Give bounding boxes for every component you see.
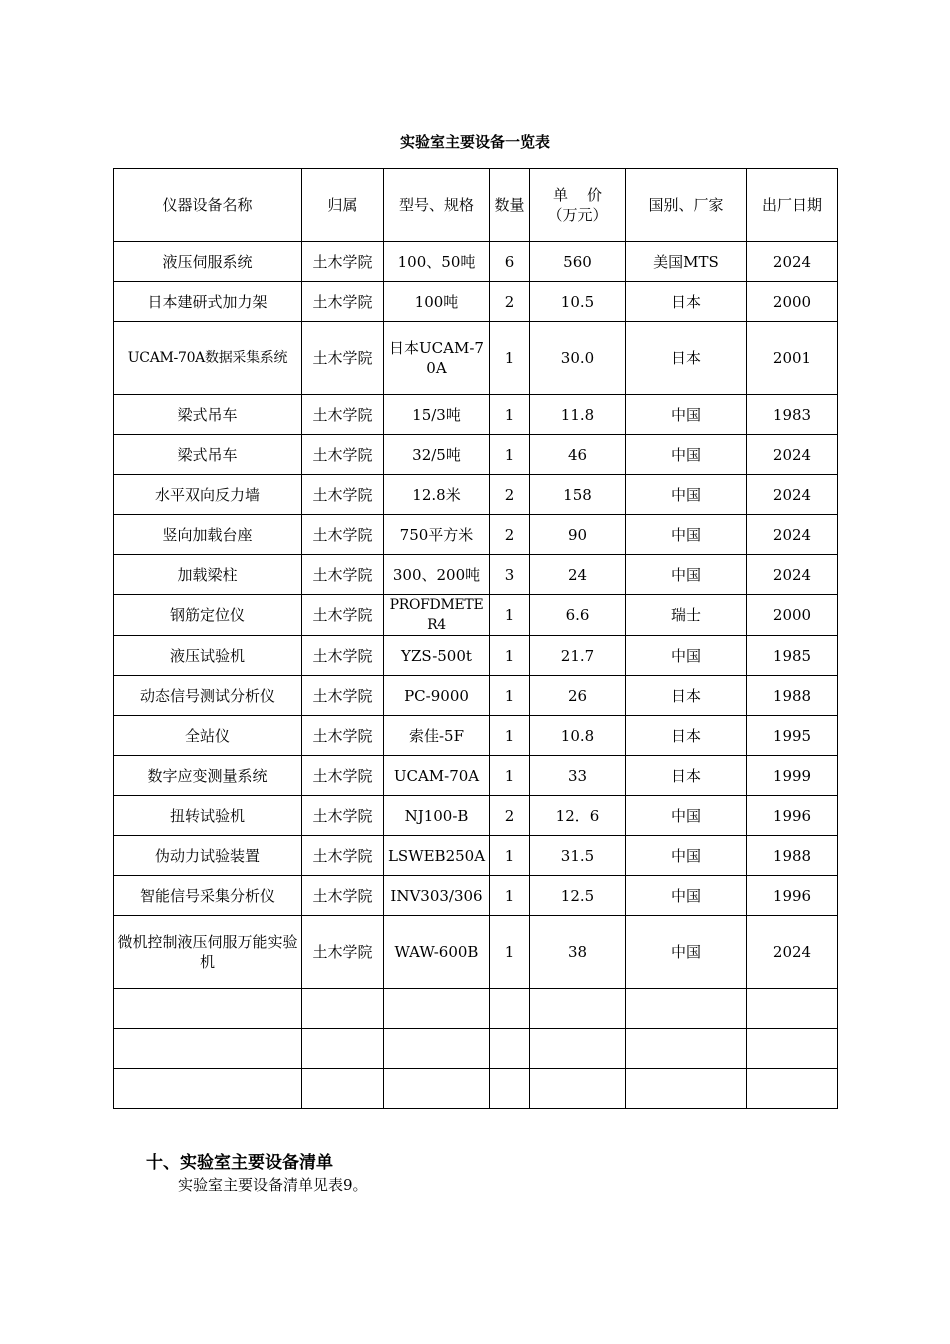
cell-date: 2000 xyxy=(747,282,838,322)
cell-date: 1999 xyxy=(747,756,838,796)
section-text: 实验室主要设备清单见表9。 xyxy=(178,1176,368,1194)
table-row xyxy=(114,475,838,515)
cell-price: 12.5 xyxy=(530,876,626,916)
cell-owner: 土木学院 xyxy=(302,636,384,676)
empty-cell xyxy=(530,1029,626,1069)
cell-price: 31.5 xyxy=(530,836,626,876)
cell-owner: 土木学院 xyxy=(302,916,384,989)
table-row xyxy=(114,916,838,989)
table-row xyxy=(114,555,838,595)
cell-model: 100、50吨 xyxy=(384,242,490,282)
cell-price: 560 xyxy=(530,242,626,282)
cell-date: 1988 xyxy=(747,676,838,716)
cell-price: 10.8 xyxy=(530,716,626,756)
cell-qty: 1 xyxy=(490,435,530,475)
cell-model: LSWEB250A xyxy=(384,836,490,876)
cell-qty: 2 xyxy=(490,796,530,836)
cell-date: 1996 xyxy=(747,796,838,836)
cell-name: 竖向加载台座 xyxy=(114,515,302,555)
cell-owner: 土木学院 xyxy=(302,676,384,716)
cell-owner: 土木学院 xyxy=(302,876,384,916)
header-price-line1: 单 价 xyxy=(552,186,603,204)
cell-country: 中国 xyxy=(626,636,747,676)
cell-owner: 土木学院 xyxy=(302,282,384,322)
cell-name: UCAM-70A数据采集系统 xyxy=(114,322,302,395)
cell-model: 750平方米 xyxy=(384,515,490,555)
empty-cell xyxy=(747,989,838,1029)
cell-date: 2001 xyxy=(747,322,838,395)
table-header-row xyxy=(114,169,838,242)
cell-country: 瑞士 xyxy=(626,595,747,636)
cell-name: 加载梁柱 xyxy=(114,555,302,595)
cell-price: 26 xyxy=(530,676,626,716)
empty-cell xyxy=(490,1029,530,1069)
empty-cell xyxy=(302,1069,384,1109)
cell-price: 46 xyxy=(530,435,626,475)
cell-country: 美国MTS xyxy=(626,242,747,282)
cell-date: 1988 xyxy=(747,836,838,876)
cell-name: 液压试验机 xyxy=(114,636,302,676)
cell-qty: 1 xyxy=(490,836,530,876)
cell-qty: 6 xyxy=(490,242,530,282)
cell-date: 2024 xyxy=(747,475,838,515)
cell-date: 2024 xyxy=(747,515,838,555)
empty-cell xyxy=(384,1029,490,1069)
table-row xyxy=(114,716,838,756)
cell-date: 2024 xyxy=(747,242,838,282)
cell-model: YZS-500t xyxy=(384,636,490,676)
table-title: 实验室主要设备一览表 xyxy=(399,133,550,151)
cell-model: 日本UCAM-70A xyxy=(384,322,490,395)
cell-price: 10.5 xyxy=(530,282,626,322)
cell-name: 智能信号采集分析仪 xyxy=(114,876,302,916)
table-row xyxy=(114,756,838,796)
cell-name: 日本建研式加力架 xyxy=(114,282,302,322)
cell-owner: 土木学院 xyxy=(302,555,384,595)
cell-owner: 土木学院 xyxy=(302,796,384,836)
cell-date: 2024 xyxy=(747,435,838,475)
cell-name: 全站仪 xyxy=(114,716,302,756)
cell-price: 6.6 xyxy=(530,595,626,636)
empty-table-row xyxy=(114,1029,838,1069)
cell-qty: 1 xyxy=(490,916,530,989)
cell-model: PROFDMETER4 xyxy=(384,595,490,636)
equipment-table xyxy=(113,168,838,1109)
empty-cell xyxy=(747,1069,838,1109)
cell-date: 1983 xyxy=(747,395,838,435)
table-row xyxy=(114,242,838,282)
cell-name: 液压伺服系统 xyxy=(114,242,302,282)
table-row xyxy=(114,395,838,435)
cell-country: 中国 xyxy=(626,796,747,836)
cell-name: 扭转试验机 xyxy=(114,796,302,836)
cell-qty: 2 xyxy=(490,515,530,555)
cell-qty: 1 xyxy=(490,676,530,716)
cell-country: 中国 xyxy=(626,475,747,515)
cell-date: 2024 xyxy=(747,555,838,595)
empty-cell xyxy=(530,1069,626,1109)
cell-owner: 土木学院 xyxy=(302,242,384,282)
cell-model: INV303/306 xyxy=(384,876,490,916)
empty-table-row xyxy=(114,1069,838,1109)
empty-cell xyxy=(490,1069,530,1109)
header-name: 仪器设备名称 xyxy=(114,169,302,242)
empty-cell xyxy=(384,989,490,1029)
header-owner: 归属 xyxy=(302,169,384,242)
empty-cell xyxy=(114,1029,302,1069)
cell-model: 32/5吨 xyxy=(384,435,490,475)
cell-country: 中国 xyxy=(626,916,747,989)
cell-owner: 土木学院 xyxy=(302,395,384,435)
empty-cell xyxy=(626,989,747,1029)
table-row xyxy=(114,515,838,555)
empty-table-row xyxy=(114,989,838,1029)
cell-model: UCAM-70A xyxy=(384,756,490,796)
cell-date: 2024 xyxy=(747,916,838,989)
header-price-line2: （万元） xyxy=(547,206,608,224)
cell-country: 中国 xyxy=(626,555,747,595)
table-row xyxy=(114,676,838,716)
cell-model: 100吨 xyxy=(384,282,490,322)
cell-qty: 1 xyxy=(490,716,530,756)
cell-price: 33 xyxy=(530,756,626,796)
cell-country: 中国 xyxy=(626,435,747,475)
cell-qty: 1 xyxy=(490,756,530,796)
cell-date: 1995 xyxy=(747,716,838,756)
empty-cell xyxy=(114,989,302,1029)
empty-cell xyxy=(114,1069,302,1109)
cell-date: 2000 xyxy=(747,595,838,636)
cell-price: 11.8 xyxy=(530,395,626,435)
cell-qty: 2 xyxy=(490,475,530,515)
cell-owner: 土木学院 xyxy=(302,435,384,475)
cell-qty: 1 xyxy=(490,636,530,676)
cell-owner: 土木学院 xyxy=(302,716,384,756)
empty-cell xyxy=(302,989,384,1029)
header-country: 国别、厂家 xyxy=(626,169,747,242)
empty-cell xyxy=(384,1069,490,1109)
cell-qty: 2 xyxy=(490,282,530,322)
empty-cell xyxy=(747,1029,838,1069)
cell-price: 158 xyxy=(530,475,626,515)
empty-cell xyxy=(530,989,626,1029)
cell-date: 1996 xyxy=(747,876,838,916)
table-row xyxy=(114,636,838,676)
header-price xyxy=(530,169,626,242)
cell-owner: 土木学院 xyxy=(302,322,384,395)
cell-model: 300、200吨 xyxy=(384,555,490,595)
cell-date: 1985 xyxy=(747,636,838,676)
cell-owner: 土木学院 xyxy=(302,475,384,515)
table-row xyxy=(114,435,838,475)
table-row xyxy=(114,796,838,836)
table-row xyxy=(114,322,838,395)
cell-price: 90 xyxy=(530,515,626,555)
cell-name: 伪动力试验装置 xyxy=(114,836,302,876)
table-row xyxy=(114,595,838,636)
cell-name: 梁式吊车 xyxy=(114,395,302,435)
cell-model: PC-9000 xyxy=(384,676,490,716)
cell-price: 38 xyxy=(530,916,626,989)
cell-qty: 1 xyxy=(490,322,530,395)
empty-cell xyxy=(626,1029,747,1069)
cell-owner: 土木学院 xyxy=(302,515,384,555)
cell-model: 索佳-5F xyxy=(384,716,490,756)
header-qty: 数量 xyxy=(490,169,530,242)
table-row xyxy=(114,282,838,322)
cell-owner: 土木学院 xyxy=(302,595,384,636)
cell-country: 中国 xyxy=(626,876,747,916)
empty-cell xyxy=(490,989,530,1029)
cell-model: NJ100-B xyxy=(384,796,490,836)
cell-model: 15/3吨 xyxy=(384,395,490,435)
cell-country: 日本 xyxy=(626,282,747,322)
cell-qty: 1 xyxy=(490,395,530,435)
cell-price: 21.7 xyxy=(530,636,626,676)
cell-price: 24 xyxy=(530,555,626,595)
cell-price: 30.0 xyxy=(530,322,626,395)
cell-country: 日本 xyxy=(626,756,747,796)
cell-country: 日本 xyxy=(626,322,747,395)
cell-owner: 土木学院 xyxy=(302,836,384,876)
cell-name: 数字应变测量系统 xyxy=(114,756,302,796)
empty-cell xyxy=(302,1029,384,1069)
header-model: 型号、规格 xyxy=(384,169,490,242)
cell-owner: 土木学院 xyxy=(302,756,384,796)
cell-name: 微机控制液压伺服万能实验机 xyxy=(114,916,302,989)
cell-model: WAW-600B xyxy=(384,916,490,989)
table-row xyxy=(114,876,838,916)
cell-price: 12．6 xyxy=(530,796,626,836)
cell-qty: 3 xyxy=(490,555,530,595)
header-date: 出厂日期 xyxy=(747,169,838,242)
cell-qty: 1 xyxy=(490,876,530,916)
table-row xyxy=(114,836,838,876)
cell-country: 中国 xyxy=(626,395,747,435)
cell-country: 日本 xyxy=(626,676,747,716)
section-heading: 十、实验室主要设备清单 xyxy=(146,1153,333,1173)
cell-model: 12.8米 xyxy=(384,475,490,515)
cell-name: 水平双向反力墙 xyxy=(114,475,302,515)
cell-country: 中国 xyxy=(626,836,747,876)
empty-cell xyxy=(626,1069,747,1109)
cell-country: 日本 xyxy=(626,716,747,756)
cell-country: 中国 xyxy=(626,515,747,555)
cell-name: 钢筋定位仪 xyxy=(114,595,302,636)
cell-name: 梁式吊车 xyxy=(114,435,302,475)
cell-name: 动态信号测试分析仪 xyxy=(114,676,302,716)
cell-qty: 1 xyxy=(490,595,530,636)
